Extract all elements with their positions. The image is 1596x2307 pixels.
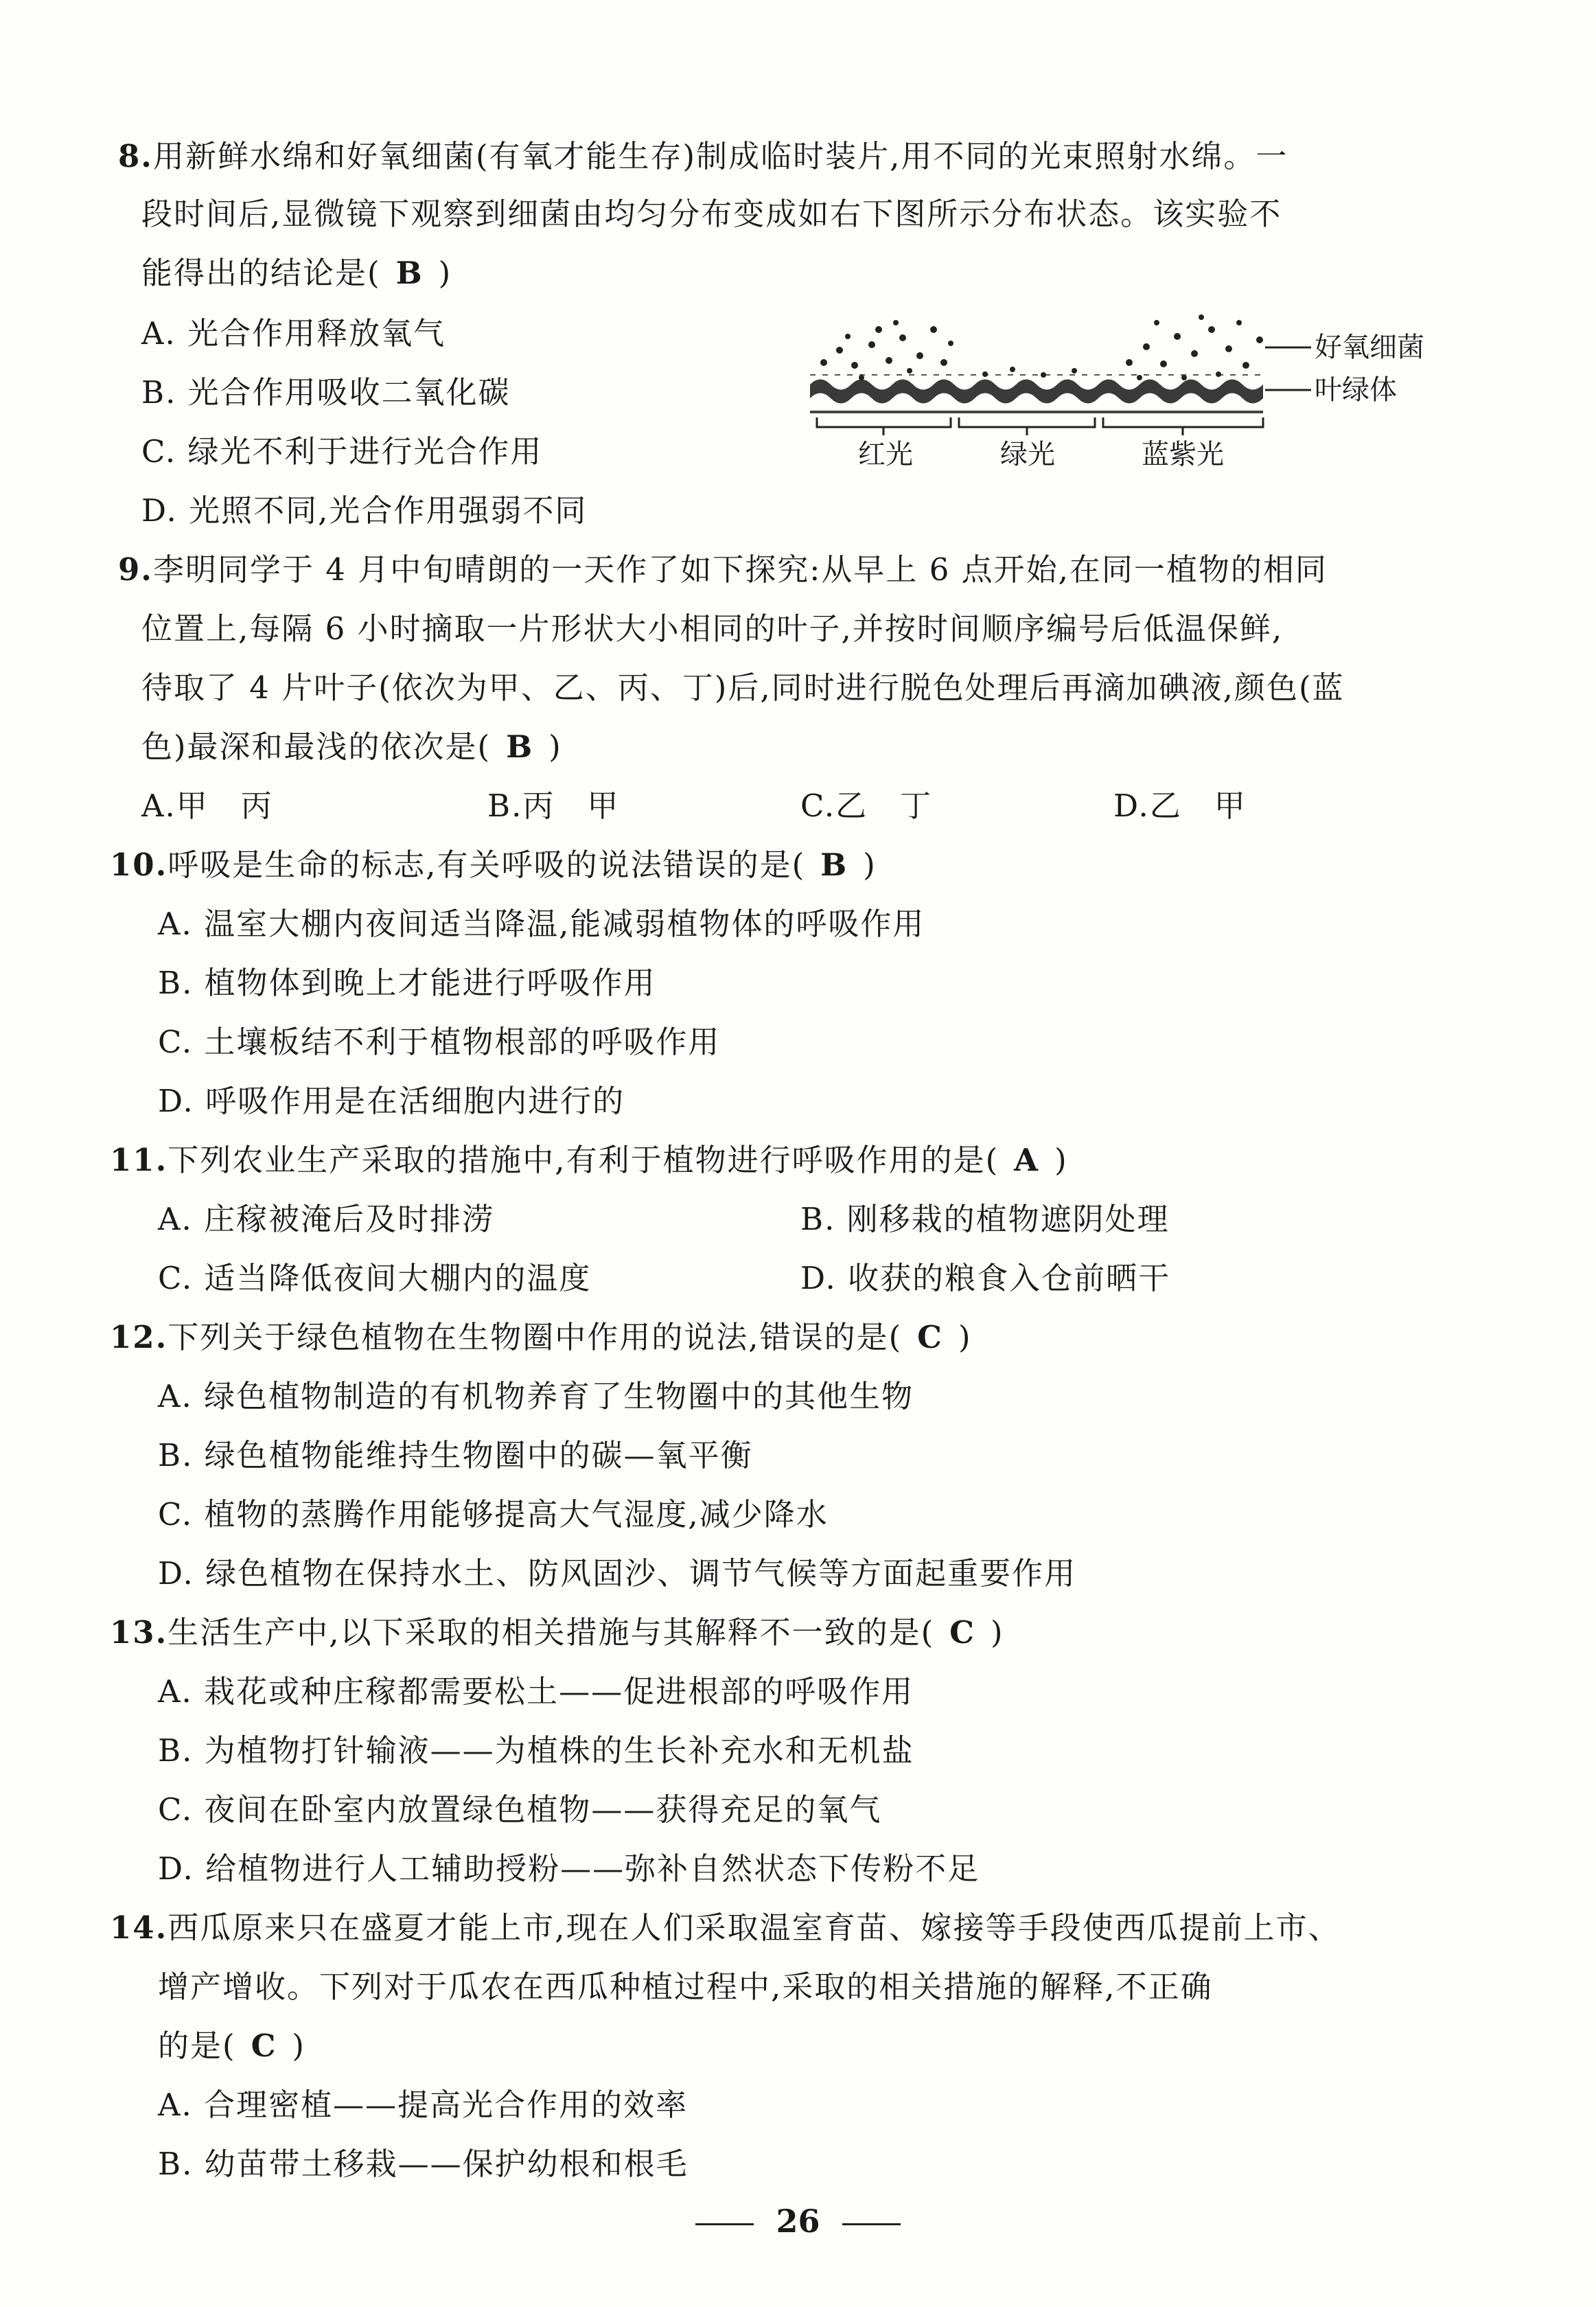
option-d: D. 绿色植物在保持水土、防风固沙、调节气候等方面起重要作用 — [158, 1555, 1077, 1592]
bacteria-dots-red — [820, 320, 953, 380]
option-d: D. 收获的粮食入仓前晒干 — [800, 1260, 1171, 1296]
label-aerobic-bacteria: 好氧细菌 — [1315, 332, 1424, 363]
question-11-stem — [110, 1141, 1068, 1180]
stem-text: 色)最深和最浅的依次是( — [141, 728, 491, 765]
question-stem: 呼吸是生命的标志,有关呼吸的说法错误的是( — [167, 847, 806, 883]
question-8-line-2: 段时间后,显微镜下观察到细菌由均匀分布变成如右下图所示分布状态。该实验不 — [141, 196, 1282, 232]
question-number: 11. — [110, 1142, 168, 1178]
question-number: 14. — [110, 1909, 168, 1946]
label-blue-violet-light: 蓝紫光 — [1142, 439, 1224, 470]
answer-mark: B — [506, 728, 534, 765]
option-a: A. 栽花或种庄稼都需要松土——促进根部的呼吸作用 — [158, 1673, 914, 1710]
option-c: C.乙 丁 — [800, 788, 933, 824]
option-a: A. 合理密植——提高光合作用的效率 — [158, 2087, 689, 2123]
spirogyra-figure — [807, 309, 1424, 481]
option-a: A.甲 丙 — [141, 788, 273, 824]
question-number: 12. — [110, 1319, 168, 1355]
option-b: B. 为植物打针输液——为植株的生长补充水和无机盐 — [158, 1732, 914, 1769]
question-stem: 下列农业生产采取的措施中,有利于植物进行呼吸作用的是( — [167, 1142, 999, 1178]
answer-mark: A — [1014, 1142, 1040, 1178]
question-stem: 西瓜原来只在盛夏才能上市,现在人们采取温室育苗、嫁接等手段使西瓜提前上市、 — [167, 1909, 1341, 1946]
question-9-line-2: 位置上,每隔 6 小时摘取一片形状大小相同的叶子,并按时间顺序编号后低温保鲜, — [141, 610, 1284, 647]
footer-dash-right — [842, 2223, 901, 2225]
question-number: 8. — [118, 138, 153, 174]
question-8-line-1 — [118, 137, 1288, 176]
option-a: A. 绿色植物制造的有机物养育了生物圈中的其他生物 — [158, 1378, 914, 1414]
answer-mark: C — [251, 2028, 277, 2064]
question-12-stem — [110, 1318, 972, 1357]
option-b: B. 绿色植物能维持生物圈中的碳—氧平衡 — [158, 1437, 753, 1473]
option-d: D. 光照不同,光合作用强弱不同 — [141, 492, 588, 529]
option-d: D. 给植物进行人工辅助授粉——弥补自然状态下传粉不足 — [158, 1850, 980, 1887]
option-b: B. 植物体到晚上才能进行呼吸作用 — [158, 965, 656, 1001]
option-d: D. 呼吸作用是在活细胞内进行的 — [158, 1083, 625, 1119]
question-9-line-3: 待取了 4 片叶子(依次为甲、乙、丙、丁)后,同时进行脱色处理后再滴加碘液,颜色(蓝 — [141, 669, 1345, 706]
question-number: 10. — [110, 847, 168, 883]
option-c: C. 土壤板结不利于植物根部的呼吸作用 — [158, 1024, 721, 1060]
question-stem: 用新鲜水绵和好氧细菌(有氧才能生存)制成临时装片,用不同的光束照射水绵。一 — [152, 138, 1288, 174]
label-chloroplast: 叶绿体 — [1315, 374, 1397, 406]
option-c: C. 适当降低夜间大棚内的温度 — [158, 1260, 592, 1296]
page-footer — [0, 2201, 1596, 2242]
bacteria-dots-blue — [1126, 314, 1263, 380]
stem-text: ) — [991, 1614, 1004, 1651]
answer-mark: C — [949, 1614, 975, 1651]
footer-dash-left — [695, 2223, 754, 2225]
question-9-line-1 — [118, 551, 1328, 589]
question-stem: 生活生产中,以下采取的相关措施与其解释不一致的是( — [167, 1614, 935, 1651]
question-number: 13. — [110, 1614, 168, 1651]
option-a: A. 温室大棚内夜间适当降温,能减弱植物体的呼吸作用 — [158, 906, 925, 942]
answer-mark: B — [395, 255, 424, 291]
question-10-stem — [110, 846, 877, 884]
answer-mark: C — [917, 1319, 943, 1355]
stem-text: ) — [292, 2028, 305, 2064]
option-b: B. 刚移栽的植物遮阴处理 — [800, 1201, 1170, 1237]
page-number: 26 — [776, 2203, 820, 2240]
question-stem: 李明同学于 4 月中旬晴朗的一天作了如下探究:从早上 6 点开始,在同一植物的相同 — [152, 551, 1328, 588]
stem-text: ) — [958, 1319, 972, 1355]
answer-mark: B — [820, 847, 848, 883]
stem-text: 的是( — [158, 2028, 236, 2064]
option-d: D.乙 甲 — [1113, 788, 1247, 824]
stem-text: ) — [1054, 1142, 1068, 1178]
question-14-line-3 — [158, 2027, 305, 2065]
label-green-light: 绿光 — [1000, 439, 1055, 470]
label-red-light: 红光 — [858, 439, 913, 470]
question-9-line-4 — [141, 728, 562, 766]
question-14-line-2: 增产增收。下列对于瓜农在西瓜种植过程中,采取的相关措施的解释,不正确 — [158, 1969, 1213, 2005]
stem-text: ) — [863, 847, 877, 883]
option-c: C. 植物的蒸腾作用能够提高大气湿度,减少降水 — [158, 1496, 829, 1533]
question-14-line-1 — [110, 1909, 1341, 1947]
question-8-line-3 — [141, 254, 452, 292]
option-b: B.丙 甲 — [487, 788, 620, 824]
stem-text: ) — [438, 255, 452, 291]
question-stem: 下列关于绿色植物在生物圈中作用的说法,错误的是( — [167, 1319, 903, 1355]
chloroplast-band — [810, 380, 1263, 404]
stem-text: 能得出的结论是( — [141, 255, 381, 291]
option-b: B. 幼苗带土移栽——保护幼根和根毛 — [158, 2146, 689, 2182]
option-c: C. 夜间在卧室内放置绿色植物——获得充足的氧气 — [158, 1791, 882, 1828]
option-c: C. 绿光不利于进行光合作用 — [141, 433, 543, 470]
question-number: 9. — [118, 551, 153, 588]
bacteria-dots-green — [982, 367, 1077, 378]
option-a: A. 光合作用释放氧气 — [141, 315, 446, 352]
option-b: B. 光合作用吸收二氧化碳 — [141, 374, 511, 411]
option-a: A. 庄稼被淹后及时排涝 — [158, 1201, 495, 1237]
question-13-stem — [110, 1614, 1004, 1652]
stem-text: ) — [548, 728, 562, 765]
